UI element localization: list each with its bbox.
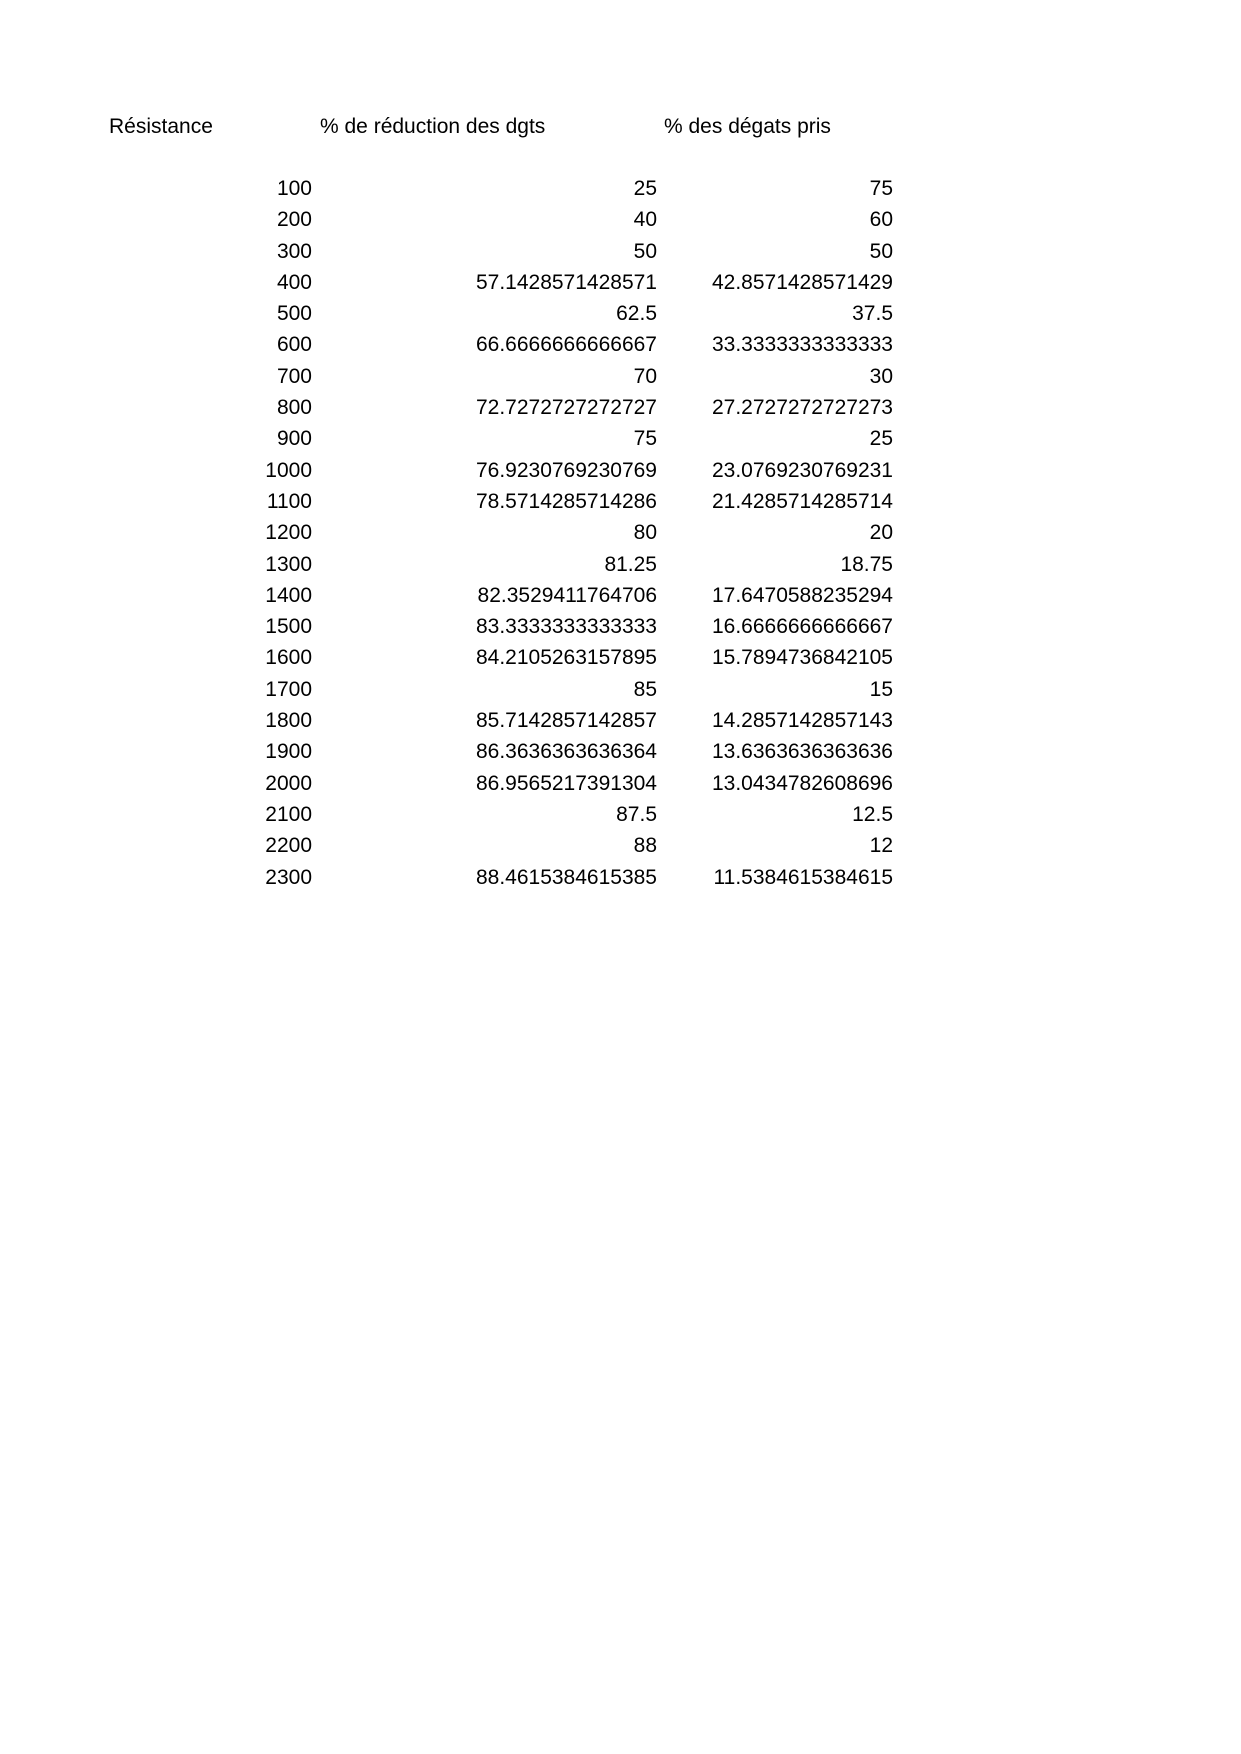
table-row	[0, 802, 1241, 833]
damage-reduction-cell: 85.7142857142857	[475, 709, 657, 733]
damage-taken-cell: 11.5384615384615	[713, 865, 893, 889]
damage-reduction-cell: 81.25	[604, 552, 657, 576]
damage-reduction-cell: 87.5	[616, 802, 657, 826]
resistance-cell: 700	[276, 364, 312, 388]
damage-reduction-cell: 40	[633, 208, 657, 232]
resistance-cell: 2300	[265, 865, 312, 889]
damage-taken-cell: 16.6666666666667	[711, 615, 893, 639]
damage-reduction-cell: 50	[633, 239, 657, 263]
resistance-cell: 400	[276, 270, 312, 294]
table-row	[0, 270, 1241, 301]
damage-taken-cell: 30	[869, 364, 893, 388]
table-row	[0, 614, 1241, 645]
damage-taken-cell: 18.75	[840, 552, 893, 576]
table-row	[0, 395, 1241, 426]
damage-reduction-cell: 62.5	[616, 302, 657, 326]
damage-taken-cell: 23.0769230769231	[711, 458, 893, 482]
damage-reduction-cell: 70	[633, 364, 657, 388]
table-row	[0, 176, 1241, 207]
table-row	[0, 458, 1241, 489]
resistance-cell: 1300	[265, 552, 312, 576]
resistance-cell: 1700	[265, 677, 312, 701]
resistance-cell: 1000	[265, 458, 312, 482]
damage-reduction-cell: 86.3636363636364	[475, 740, 657, 764]
damage-taken-cell: 15.7894736842105	[711, 646, 893, 670]
damage-reduction-cell: 75	[633, 427, 657, 451]
damage-taken-cell: 60	[869, 208, 893, 232]
resistance-cell: 100	[276, 177, 312, 200]
damage-taken-cell: 42.8571428571429	[711, 270, 893, 294]
table-row	[0, 301, 1241, 332]
table-row	[0, 865, 1241, 896]
header-row	[0, 114, 1241, 140]
header-damage-taken: % des dégats pris	[664, 115, 831, 138]
table-row	[0, 520, 1241, 551]
resistance-cell: 1400	[265, 583, 312, 607]
damage-taken-cell: 20	[869, 521, 893, 545]
damage-reduction-cell: 83.3333333333333	[475, 615, 657, 639]
table-row	[0, 364, 1241, 395]
damage-taken-cell: 25	[869, 427, 893, 451]
damage-taken-cell: 21.4285714285714	[711, 489, 893, 513]
resistance-cell: 1600	[265, 646, 312, 670]
resistance-cell: 2000	[265, 771, 312, 795]
resistance-cell: 900	[276, 427, 312, 451]
resistance-cell: 600	[276, 333, 312, 357]
damage-taken-cell: 14.2857142857143	[711, 709, 893, 733]
data-table	[0, 176, 1241, 896]
damage-taken-cell: 17.6470588235294	[711, 583, 893, 607]
damage-reduction-cell: 66.6666666666667	[475, 333, 657, 357]
table-row	[0, 645, 1241, 676]
table-row	[0, 739, 1241, 770]
damage-reduction-cell: 57.1428571428571	[475, 270, 657, 294]
damage-reduction-cell: 72.7272727272727	[475, 396, 657, 420]
resistance-cell: 1200	[265, 521, 312, 545]
damage-taken-cell: 37.5	[852, 302, 893, 326]
table-row	[0, 489, 1241, 520]
resistance-cell: 2100	[265, 802, 312, 826]
resistance-cell: 800	[276, 396, 312, 420]
damage-taken-cell: 12.5	[852, 802, 893, 826]
damage-taken-cell: 13.0434782608696	[711, 771, 893, 795]
damage-taken-cell: 27.2727272727273	[711, 396, 893, 420]
damage-taken-cell: 33.3333333333333	[711, 333, 893, 357]
resistance-cell: 200	[276, 208, 312, 232]
table-row	[0, 583, 1241, 614]
resistance-cell: 2200	[265, 834, 312, 858]
damage-reduction-cell: 88.4615384615385	[475, 865, 657, 889]
table-row	[0, 426, 1241, 457]
resistance-cell: 1100	[266, 489, 312, 513]
damage-reduction-cell: 25	[633, 177, 657, 200]
table-row	[0, 207, 1241, 238]
damage-taken-cell: 12	[869, 834, 893, 858]
damage-taken-cell: 75	[869, 177, 893, 200]
resistance-cell: 300	[276, 239, 312, 263]
damage-reduction-cell: 88	[633, 834, 657, 858]
damage-reduction-cell: 76.9230769230769	[475, 458, 657, 482]
damage-reduction-cell: 84.2105263157895	[475, 646, 657, 670]
header-resistance: Résistance	[109, 115, 213, 138]
damage-reduction-cell: 82.3529411764706	[477, 583, 657, 607]
header-damage-reduction: % de réduction des dgts	[320, 115, 546, 138]
table-row	[0, 708, 1241, 739]
damage-reduction-cell: 86.9565217391304	[475, 771, 657, 795]
table-row	[0, 833, 1241, 864]
damage-taken-cell: 15	[869, 677, 893, 701]
resistance-cell: 1900	[265, 740, 312, 764]
table-row	[0, 332, 1241, 363]
damage-reduction-cell: 85	[633, 677, 657, 701]
table-row	[0, 677, 1241, 708]
resistance-cell: 1800	[265, 709, 312, 733]
resistance-cell: 500	[276, 302, 312, 326]
damage-taken-cell: 50	[869, 239, 893, 263]
table-row	[0, 239, 1241, 270]
damage-taken-cell: 13.6363636363636	[711, 740, 893, 764]
resistance-cell: 1500	[265, 615, 312, 639]
damage-reduction-cell: 80	[633, 521, 657, 545]
damage-reduction-cell: 78.5714285714286	[475, 489, 657, 513]
table-row	[0, 552, 1241, 583]
table-row	[0, 771, 1241, 802]
